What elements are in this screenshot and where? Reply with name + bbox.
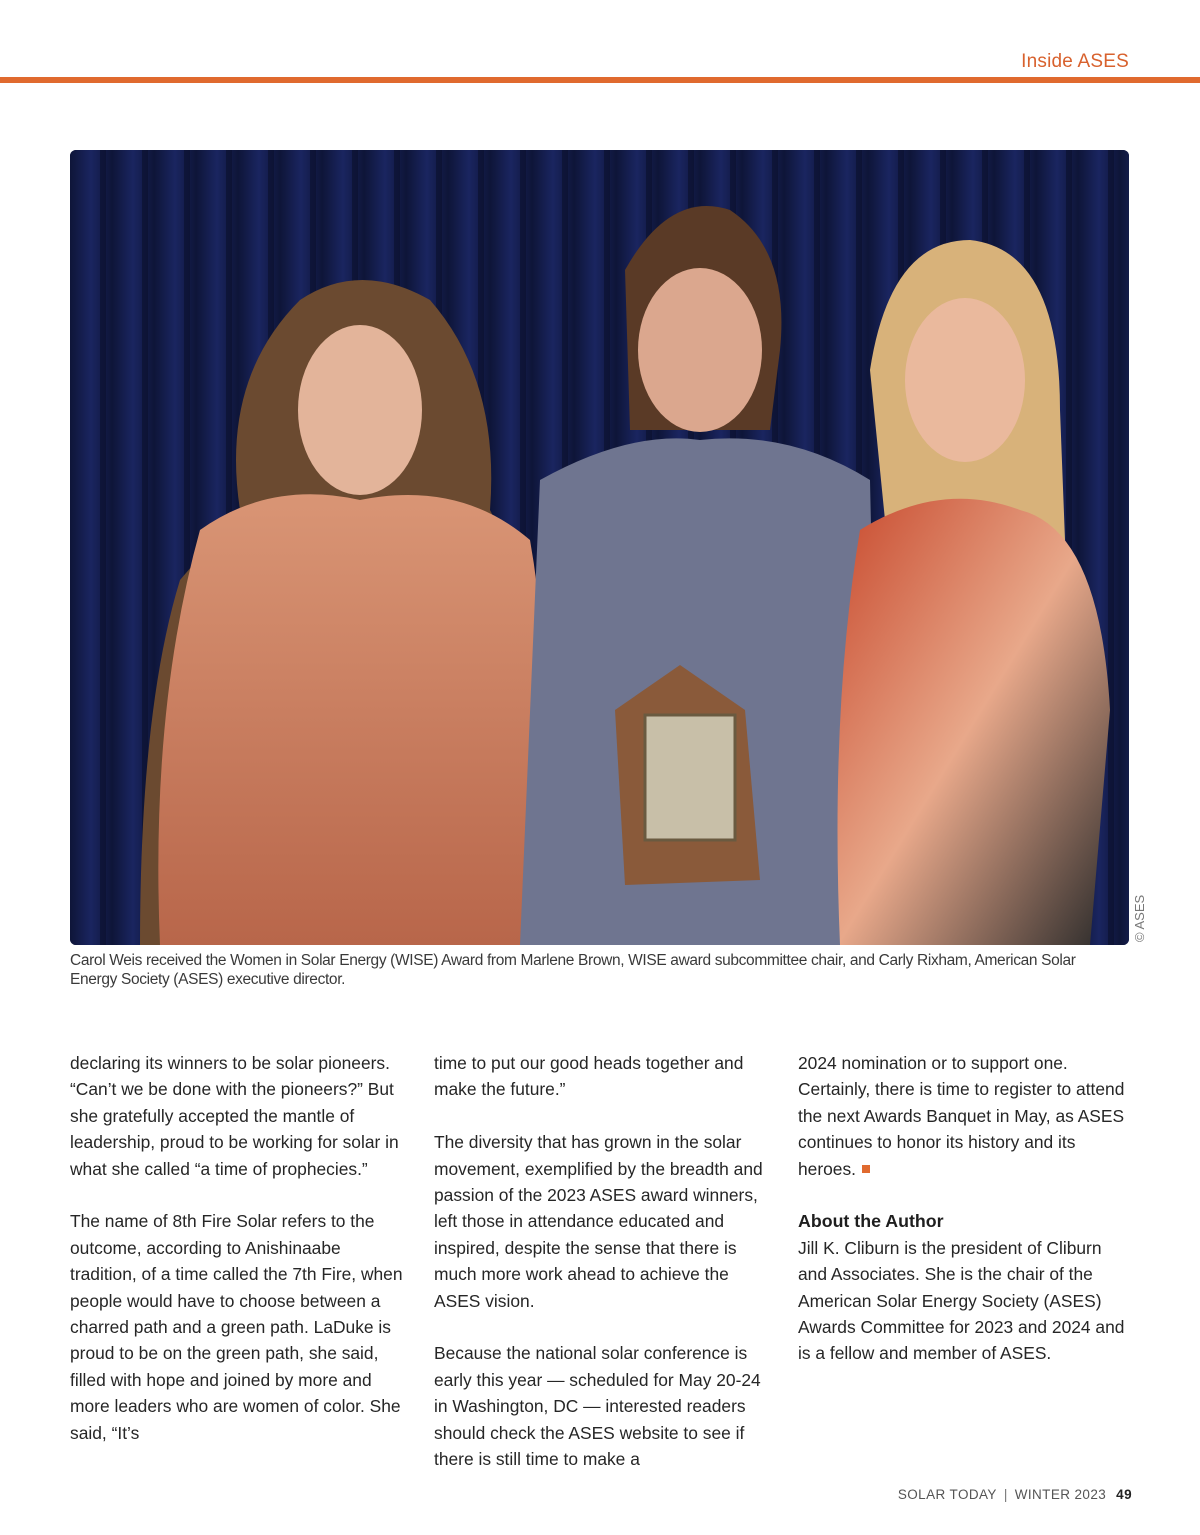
paragraph: Because the national solar conference is early this year — scheduled for May 20-24 in Washington, DC — interested readers should check the ASES website to see if there is still time to make a	[434, 1343, 761, 1470]
footer-separator: |	[1003, 1487, 1008, 1502]
header-rule	[0, 77, 1200, 83]
publication-name: SOLAR TODAY	[897, 1487, 997, 1502]
award-photo	[70, 150, 1129, 945]
article-column-1	[70, 1050, 405, 1472]
left-person-face	[298, 325, 422, 495]
award-photo-illustration	[70, 150, 1129, 945]
award-plaque-plate	[645, 715, 735, 840]
middle-person-face	[638, 268, 762, 432]
end-of-article-mark	[862, 1165, 870, 1173]
article-column-3	[798, 1050, 1133, 1393]
page-number: 49	[1116, 1487, 1132, 1502]
left-person-dress	[158, 494, 545, 945]
closing-paragraph-text: 2024 nomination or to support one. Certainly, there is time to register to attend the next Awards Banquet in May, as ASES continues to honor its history and its heroes.	[798, 1053, 1125, 1179]
photo-credit: © ASES	[1132, 894, 1147, 942]
page-footer	[898, 1487, 1132, 1502]
section-label: Inside ASES	[1021, 51, 1129, 72]
photo-caption: Carol Weis received the Women in Solar Energy (WISE) Award from Marlene Brown, WISE award subcommittee chair, and Carly Rixham, American Solar Energy Society (ASES) executive director.	[70, 952, 1076, 988]
paragraph: time to put our good heads together and make the future.”	[434, 1053, 744, 1100]
right-person-dress	[838, 499, 1111, 945]
right-person-face	[905, 298, 1025, 462]
closing-paragraph	[798, 1050, 1133, 1182]
author-bio: Jill K. Cliburn is the president of Cliburn and Associates. She is the chair of the American Solar Energy Society (ASES) Awards Committee for 2023 and 2024 and is a fellow and member of ASES.	[798, 1237, 1125, 1364]
issue-label: WINTER 2023	[1014, 1487, 1107, 1502]
paragraph: The diversity that has grown in the solar movement, exemplified by the breadth and passion of the 2023 ASES award winners, left those in attendance educated and inspired, despite the sense that there is much more work ahead to achieve the ASES vision.	[434, 1132, 763, 1311]
paragraph: declaring its winners to be solar pioneers. “Can’t we be done with the pioneers?” But she gratefully accepted the mantle of leadership, proud to be working for solar in what she called “a time of prophecies.”	[70, 1053, 399, 1179]
paragraph: The name of 8th Fire Solar refers to the outcome, according to Anishinaabe tradition, of a time called the 7th Fire, when people would have to choose between a charred path and a green path. LaDuke is proud to be on the green path, she said, filled with hope and joined by more and more leaders who are women of color. She said, “It’s	[70, 1211, 403, 1443]
author-heading: About the Author	[798, 1211, 944, 1232]
article-column-2	[434, 1050, 769, 1499]
